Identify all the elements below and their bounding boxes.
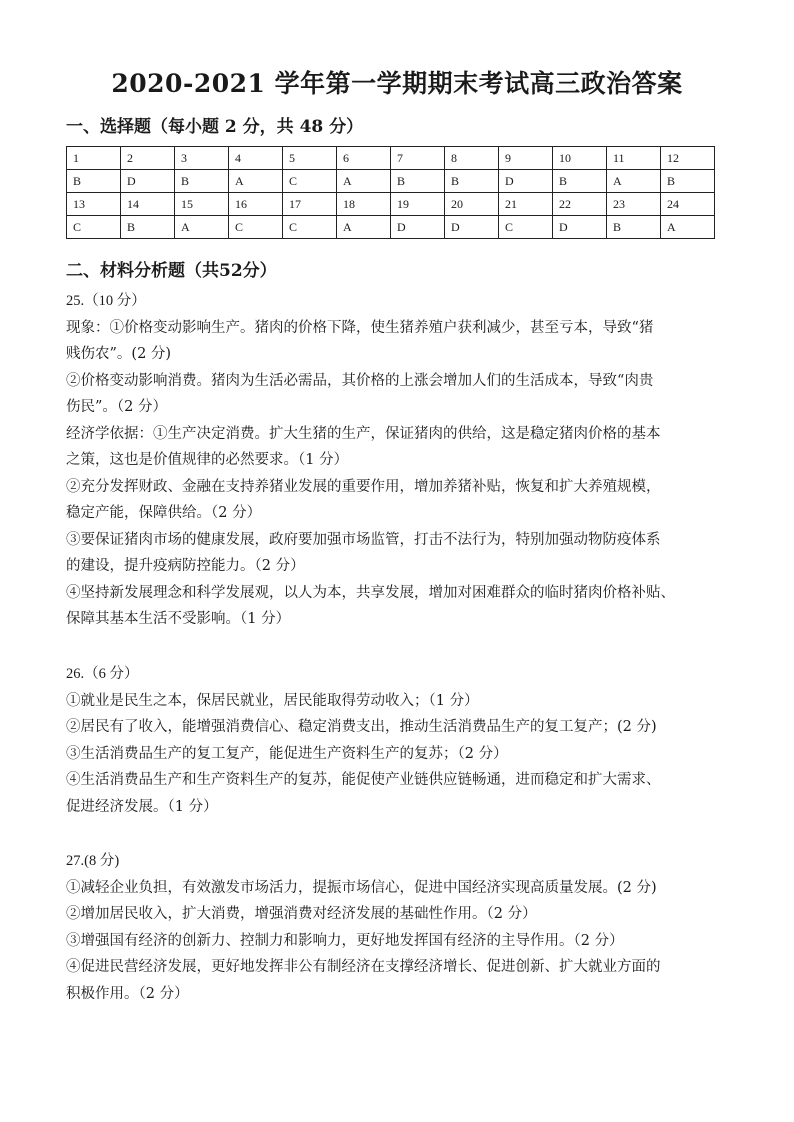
question-25-heading: 25.（10 分） — [66, 293, 146, 309]
answer-table — [66, 146, 715, 239]
answer-cell: D — [445, 216, 499, 239]
answer-line: ②价格变动影响消费。猪肉为生活必需品，其价格的上涨会增加人们的生活成本，导致“肉贵 — [66, 372, 654, 389]
answer-line: ④促进民营经济发展，更好地发挥非公有制经济在支撑经济增长、促进创新、扩大就业方面的 — [66, 959, 661, 975]
question-number-cell: 22 — [553, 193, 607, 216]
answer-cell: A — [661, 216, 715, 239]
answer-line: ③生活消费品生产的复工复产，能促进生产资料生产的复苏；（2 分） — [66, 745, 508, 762]
section2-heading: 二、材料分析题（共52分） — [66, 261, 277, 281]
page-title: 2020-2021 学年第一学期期末考试高三政治答案 — [111, 69, 683, 98]
question-number-cell: 5 — [283, 147, 337, 170]
answer-cell: D — [553, 216, 607, 239]
answer-cell: C — [67, 216, 121, 239]
answer-cell: B — [121, 216, 175, 239]
question-number-cell: 12 — [661, 147, 715, 170]
answer-table-row — [67, 216, 715, 239]
question-number-cell: 9 — [499, 147, 553, 170]
answer-line: 积极作用。（2 分） — [66, 985, 189, 1002]
answer-line: 伤民”。（2 分） — [66, 399, 167, 415]
answer-cell: A — [175, 216, 229, 239]
question-number-cell: 21 — [499, 193, 553, 216]
question-26 — [66, 661, 734, 820]
question-number-cell: 13 — [67, 193, 121, 216]
question-number-cell: 19 — [391, 193, 445, 216]
answer-cell: B — [607, 216, 661, 239]
answer-cell: C — [283, 216, 337, 239]
question-number-cell: 15 — [175, 193, 229, 216]
answer-line: ②居民有了收入，能增强消费信心、稳定消费支出，推动生活消费品生产的复工复产；(2 分) — [66, 719, 657, 735]
answer-cell: A — [229, 170, 283, 193]
answer-line: ③增强国有经济的创新力、控制力和影响力，更好地发挥国有经济的主导作用。（2 分） — [66, 932, 624, 949]
answer-line: ①就业是民生之本，保居民就业，居民能取得劳动收入；（1 分） — [66, 692, 479, 709]
answer-cell: C — [283, 170, 337, 193]
question-number-cell: 4 — [229, 147, 283, 170]
question-number-cell: 17 — [283, 193, 337, 216]
answer-cell: D — [391, 216, 445, 239]
answer-cell: A — [607, 170, 661, 193]
answer-cell: D — [499, 170, 553, 193]
question-27 — [66, 848, 734, 1007]
answer-line: 现象：①价格变动影响生产。猪肉的价格下降，使生猪养殖户获利减少，甚至亏本，导致“猪 — [66, 319, 654, 336]
answer-line: 的建设，提升疫病防控能力。（2 分） — [66, 558, 305, 574]
answer-cell: C — [229, 216, 283, 239]
answer-line: ③要保证猪肉市场的健康发展，政府要加强市场监管，打击不法行为，特别加强动物防疫体系 — [66, 531, 661, 548]
answer-cell: B — [67, 170, 121, 193]
answer-line: 之策，这也是价值规律的必然要求。（1 分） — [66, 452, 349, 468]
section1-heading: 一、选择题（每小题 2 分，共 48 分） — [66, 117, 364, 137]
answer-line: ④坚持新发展理念和科学发展观，以人为本，共享发展，增加对困难群众的临时猪肉价格补贴、 — [66, 584, 675, 601]
answer-line: 保障其基本生活不受影响。（1 分） — [66, 611, 291, 627]
question-number-cell: 24 — [661, 193, 715, 216]
question-26-heading: 26.（6 分） — [66, 666, 139, 682]
answer-cell: B — [175, 170, 229, 193]
answer-cell: A — [337, 170, 391, 193]
answer-cell: B — [553, 170, 607, 193]
question-number-cell: 7 — [391, 147, 445, 170]
answer-line: ①减轻企业负担，有效激发市场活力，提振市场信心，促进中国经济实现高质量发展。(2 分) — [66, 879, 657, 896]
answer-line: 促进经济发展。（1 分） — [66, 798, 218, 815]
answer-line: ②充分发挥财政、金融在支持养猪业发展的重要作用，增加养猪补贴，恢复和扩大养殖规模， — [66, 478, 661, 495]
question-number-cell: 20 — [445, 193, 499, 216]
answer-cell: C — [499, 216, 553, 239]
answer-cell: B — [445, 170, 499, 193]
answer-cell: A — [337, 216, 391, 239]
question-number-cell: 11 — [607, 147, 661, 170]
question-number-cell: 10 — [553, 147, 607, 170]
answer-line: 经济学依据：①生产决定消费。扩大生猪的生产，保证猪肉的供给，这是稳定猪肉价格的基本 — [66, 425, 661, 442]
answer-table-row — [67, 170, 715, 193]
answer-line: ②增加居民收入，扩大消费，增强消费对经济发展的基础性作用。（2 分） — [66, 906, 537, 922]
question-number-cell: 18 — [337, 193, 391, 216]
question-25 — [66, 288, 734, 633]
question-number-cell: 1 — [67, 147, 121, 170]
question-number-cell: 16 — [229, 193, 283, 216]
answer-line: ④生活消费品生产和生产资料生产的复苏，能促使产业链供应链畅通，进而稳定和扩大需求、 — [66, 772, 661, 788]
question-number-cell: 23 — [607, 193, 661, 216]
question-number-cell: 14 — [121, 193, 175, 216]
answer-table-row — [67, 193, 715, 216]
question-number-cell: 6 — [337, 147, 391, 170]
answer-cell: B — [661, 170, 715, 193]
answer-table-row — [67, 147, 715, 170]
question-number-cell: 8 — [445, 147, 499, 170]
answer-cell: B — [391, 170, 445, 193]
question-number-cell: 2 — [121, 147, 175, 170]
question-number-cell: 3 — [175, 147, 229, 170]
answer-line: 稳定产能，保障供给。（2 分） — [66, 505, 262, 521]
answer-line: 贱伤农”。(2 分) — [66, 346, 172, 362]
answer-cell: D — [121, 170, 175, 193]
question-27-heading: 27.(8 分) — [66, 853, 120, 869]
